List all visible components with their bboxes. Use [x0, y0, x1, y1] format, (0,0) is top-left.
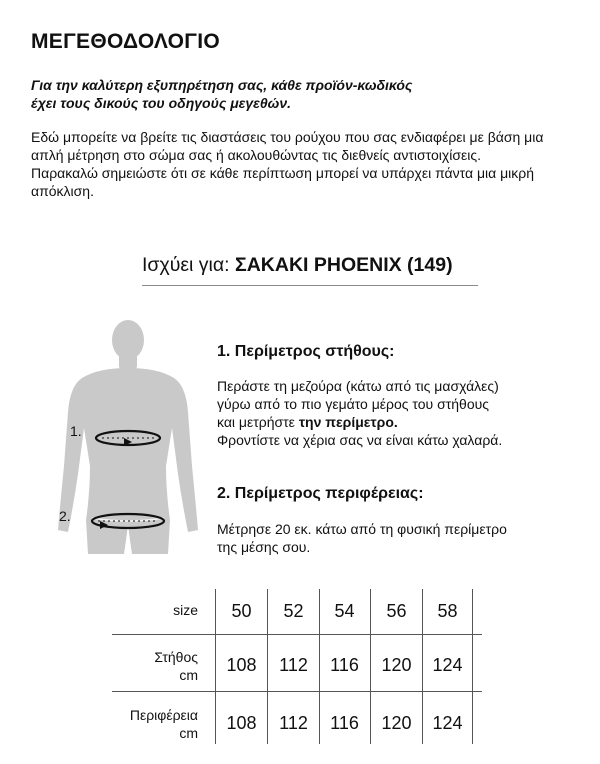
instruction-line: γύρω από το πιο γεμάτο μέρος του στήθους — [217, 396, 490, 412]
chest-cell: 112 — [279, 655, 308, 675]
size-row-label: size — [173, 602, 198, 618]
table-divider — [112, 691, 482, 692]
table-divider — [112, 634, 482, 635]
instruction-line: Φροντίστε να χέρια σας να είναι κάτω χαλαρά. — [217, 432, 503, 448]
intro-line: Για την καλύτερη εξυπηρέτηση σας, κάθε προϊόν-κωδικός — [31, 77, 413, 93]
description-paragraph: Παρακαλώ σημειώστε ότι σε κάθε περίπτωση μπορεί να υπάρχει πάντα μια μικρή απόκλιση. — [31, 165, 535, 199]
chest-measure-title: 1. Περίμετρος στήθους: — [217, 343, 395, 360]
size-cell: 52 — [283, 601, 304, 621]
instruction-text: και μετρήστε — [217, 414, 299, 430]
size-cell: 50 — [231, 601, 252, 621]
description — [31, 128, 571, 200]
chest-cell: 120 — [381, 655, 412, 675]
size-cell: 54 — [334, 601, 355, 621]
hip-cell: 116 — [330, 713, 359, 733]
hip-cell: 108 — [226, 713, 257, 733]
chest-cell: 116 — [330, 655, 359, 675]
intro-text — [31, 76, 571, 112]
row-label-unit: cm — [179, 725, 198, 741]
page-title: ΜΕΓΕΘΟΔΟΛΟΓΙΟ — [31, 30, 221, 53]
size-cell: 56 — [386, 601, 407, 621]
hip-cell: 120 — [381, 713, 412, 733]
chest-marker-label: 1. — [70, 423, 82, 439]
size-table — [112, 589, 482, 749]
description-paragraph: Εδώ μπορείτε να βρείτε τις διαστάσεις του ρούχου που σας ενδιαφέρει με βάση μια απλή μέτρηση στο σώμα σας ή ακολουθώντας τις διεθνείς αντιστοιχίσεις. — [31, 129, 544, 163]
hip-row-label — [112, 706, 198, 742]
hip-marker-label: 2. — [59, 508, 71, 524]
instruction-line — [217, 413, 577, 431]
chest-row-label — [112, 648, 198, 684]
hip-measure-title: 2. Περίμετρος περιφέρειας: — [217, 485, 424, 502]
hip-cell: 124 — [432, 713, 463, 733]
heading-divider — [142, 285, 478, 286]
applies-to-heading — [142, 254, 453, 277]
chest-cell: 124 — [432, 655, 463, 675]
row-label-unit: cm — [179, 667, 198, 683]
size-cell: 58 — [437, 601, 458, 621]
instruction-line: Περάστε τη μεζούρα (κάτω από τις μασχάλες) — [217, 378, 499, 394]
hip-measure-text — [217, 520, 577, 556]
intro-line: έχει τους δικούς του οδηγούς μεγεθών. — [31, 95, 291, 111]
hip-cell: 112 — [279, 713, 308, 733]
chest-measure-text — [217, 377, 577, 449]
applies-prefix: Ισχύει για: — [142, 254, 230, 276]
product-name: ΣΑΚΑΚΙ PHOENIX (149) — [235, 254, 453, 276]
chest-cell: 108 — [226, 655, 257, 675]
row-label-line: Περιφέρεια — [129, 707, 198, 723]
instruction-line: Μέτρησε 20 εκ. κάτω από τη φυσική περίμετρο — [217, 521, 507, 537]
instruction-emphasis: την περίμετρο. — [298, 414, 398, 430]
instruction-line: της μέσης σου. — [217, 539, 311, 555]
row-label-line: Στήθος — [154, 649, 198, 665]
